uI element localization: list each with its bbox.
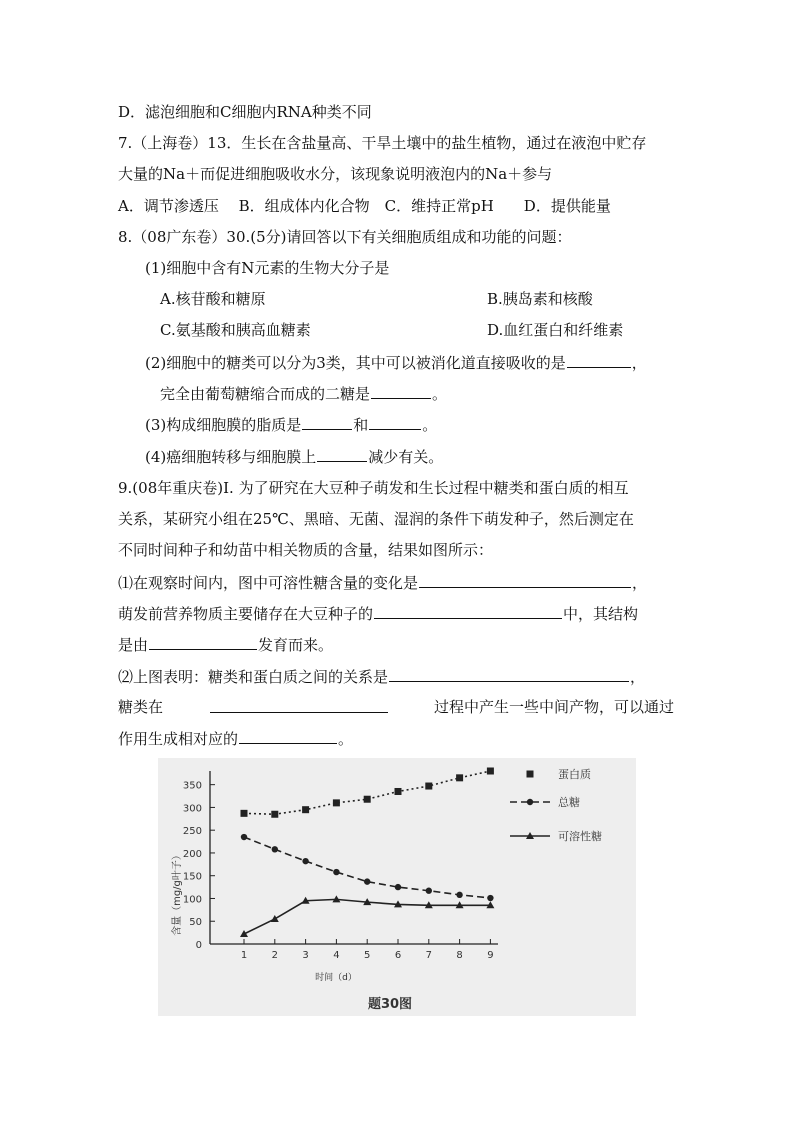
- line-chart: [158, 758, 636, 1016]
- x-axis-label: 时间（d）: [315, 973, 357, 983]
- line-13: [118, 478, 629, 498]
- data-point: [333, 799, 340, 806]
- data-point: [487, 895, 493, 901]
- line-20: [118, 697, 674, 717]
- x-tick-label: 7: [425, 950, 432, 961]
- text: 和: [353, 416, 369, 434]
- chart-legend: [510, 767, 602, 843]
- text: 过程中产生一些中间产物，可以通过: [433, 698, 674, 716]
- y-tick-label: 150: [182, 871, 202, 883]
- series-line-2: [244, 837, 490, 898]
- text: ，: [632, 574, 648, 592]
- series-line-1: [244, 771, 490, 814]
- y-tick-label: 200: [182, 848, 202, 860]
- y-axis-label: 含量（mg/g叶子）: [172, 850, 183, 936]
- y-tick-label: 350: [182, 780, 202, 792]
- answer-blank[interactable]: [239, 728, 337, 744]
- line-10: [160, 383, 447, 404]
- legend-marker: [527, 799, 533, 805]
- data-point: [241, 810, 248, 817]
- line-6: [145, 258, 389, 278]
- text: 减少有关。: [368, 448, 444, 466]
- text: A．调节渗透压 B．组成体内化合物 C．维持正常pH D．提供能量: [118, 197, 611, 215]
- x-tick-label: 4: [333, 950, 340, 961]
- legend-label: 总糖: [558, 796, 580, 809]
- answer-blank[interactable]: [317, 446, 367, 462]
- text: (2)细胞中的糖类可以分为3类，其中可以被消化道直接吸收的是: [145, 354, 566, 372]
- text: ，: [631, 354, 647, 372]
- text: 8.（08广东卷）30.(5分)请回答以下有关细胞质组成和功能的问题：: [118, 228, 572, 246]
- data-point: [395, 788, 402, 795]
- y-tick-label: 0: [195, 940, 202, 951]
- figure-chart: [158, 758, 636, 1016]
- x-tick-label: 1: [240, 950, 248, 961]
- data-point: [395, 884, 401, 890]
- answer-blank[interactable]: [419, 572, 631, 588]
- line-5: [118, 227, 572, 247]
- data-point: [364, 878, 370, 884]
- text: 大量的Na＋而促进细胞吸收水分，该现象说明液泡内的Na＋参与: [118, 165, 553, 183]
- answer-blank[interactable]: [371, 383, 431, 399]
- answer-blank[interactable]: [210, 697, 388, 713]
- line-8: [160, 320, 680, 340]
- data-point: [456, 892, 462, 898]
- text: (4)癌细胞转移与细胞膜上: [145, 448, 317, 466]
- y-tick-label: 50: [189, 917, 202, 929]
- line-1: [118, 102, 372, 122]
- y-tick-label: 250: [182, 826, 202, 838]
- line-4: [118, 196, 611, 216]
- text: (3)构成细胞膜的脂质是: [145, 416, 302, 434]
- text: D．滤泡细胞和C细胞内RNA种类不同: [118, 103, 372, 121]
- text: 中，其结构: [563, 605, 639, 623]
- data-point: [271, 811, 278, 818]
- line-12: [145, 446, 443, 467]
- text: ⑵上图表明：糖类和蛋白质之间的关系是: [118, 668, 389, 686]
- text: 发育而来。: [258, 636, 334, 654]
- x-tick-label: 3: [302, 950, 309, 961]
- text: ⑴在观察时间内，图中可溶性糖含量的变化是: [118, 574, 419, 592]
- x-tick-label: 8: [456, 950, 463, 961]
- data-point: [487, 768, 494, 775]
- text: 7.（上海卷）13．生长在含盐量高、干旱土壤中的盐生植物，通过在液泡中贮存: [118, 134, 647, 152]
- x-tick-label: 6: [394, 950, 402, 961]
- x-tick-label: 9: [487, 950, 494, 961]
- data-point: [241, 834, 247, 840]
- data-point: [271, 915, 279, 922]
- line-16: [118, 572, 647, 593]
- line-2: [118, 133, 646, 153]
- text: 。: [422, 416, 438, 434]
- line-18: [118, 634, 333, 655]
- option-d: D.血红蛋白和纤维素: [487, 321, 624, 339]
- answer-blank[interactable]: [149, 634, 257, 650]
- data-point: [456, 774, 463, 781]
- option-a: A.核苷酸和糖原: [160, 290, 266, 308]
- text: 作用生成相对应的: [118, 730, 239, 748]
- text: 萌发前营养物质主要储存在大豆种子的: [118, 605, 374, 623]
- text: 是由: [118, 636, 149, 654]
- text: 。: [338, 730, 354, 748]
- line-11: [145, 414, 437, 435]
- x-tick-label: 5: [364, 950, 371, 961]
- line-7: [160, 289, 680, 309]
- answer-blank[interactable]: [369, 414, 421, 430]
- text: ，: [630, 668, 646, 686]
- text: (1)细胞中含有N元素的生物大分子是: [145, 259, 390, 277]
- option-c: C.氨基酸和胰高血糖素: [160, 321, 311, 339]
- legend-label: 可溶性糖: [558, 830, 602, 843]
- answer-blank[interactable]: [302, 414, 352, 430]
- data-point: [425, 783, 432, 790]
- text: 。: [432, 385, 448, 403]
- legend-label: 蛋白质: [558, 768, 591, 781]
- line-14: [118, 509, 634, 529]
- option-b: B.胰岛素和核酸: [487, 290, 593, 308]
- text: 关系，某研究小组在25℃、黑暗、无菌、湿润的条件下萌发种子，然后测定在: [118, 510, 634, 528]
- figure-caption: 题30图: [367, 997, 413, 1012]
- legend-marker: [527, 771, 534, 778]
- x-tick-label: 2: [271, 950, 278, 961]
- line-21: [118, 728, 353, 749]
- answer-blank[interactable]: [389, 666, 629, 682]
- line-19: [118, 666, 645, 687]
- answer-blank[interactable]: [567, 352, 631, 368]
- line-15: [118, 540, 493, 560]
- y-tick-label: 100: [182, 894, 202, 906]
- data-point: [426, 888, 432, 894]
- data-point: [364, 796, 371, 803]
- data-point: [302, 858, 308, 864]
- text: 完全由葡萄糖缩合而成的二糖是: [160, 385, 371, 403]
- line-9: [145, 352, 647, 373]
- data-point: [272, 846, 278, 852]
- line-3: [118, 164, 552, 184]
- text: 糖类在: [118, 698, 164, 716]
- data-point: [302, 806, 309, 813]
- answer-blank[interactable]: [374, 603, 562, 619]
- text: 9.(08年重庆卷)Ⅰ. 为了研究在大豆种子萌发和生长过程中糖类和蛋白质的相互: [118, 479, 629, 497]
- chart-axes: [183, 771, 498, 961]
- text: 不同时间种子和幼苗中相关物质的含量，结果如图所示：: [118, 541, 494, 559]
- line-17: [118, 603, 638, 624]
- data-point: [333, 869, 339, 875]
- y-tick-label: 300: [182, 803, 202, 815]
- chart-series: [240, 768, 494, 937]
